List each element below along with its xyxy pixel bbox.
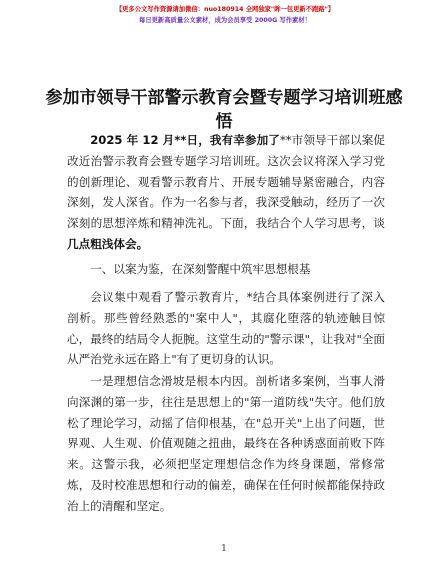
intro-tail: 几点粗浅体会。 xyxy=(67,236,149,251)
intro-lead: 2025 年 12 月**日，我有幸参加了 xyxy=(90,133,280,147)
intro-body: **市领导干部以案促改近治警示教育会暨专题学习培训班。这次会议将深入学习党的创新理论、观看警示教育片、开展专题辅导紧密融合，内容深刻，发人深省。作为一名参与者，我深受触动，经历了一次深刻的思想淬炼和精神洗礼。下面，我结合个人学习思考，谈 xyxy=(67,133,385,231)
intro-paragraph xyxy=(67,130,385,255)
page-number: 1 xyxy=(221,544,227,554)
paragraph-3: 一是理想信念滑坡是根本内因。剖析诸多案例，当事人滑向深渊的第一步，往往是思想上的"第一道防线"失守。他们放松了理论学习，动摇了信仰根基，在"总开关"上出了问题，世界观、人生观、价值观随之扭曲，最终在各种诱惑面前败下阵来。这警示我，必须把坚定理想信念作为终身课题，常修常炼，及时校准思想和行动的偏差，确保在任何时候都能保持政治上的清醒和坚定。 xyxy=(67,374,385,513)
document-title: 参加市领导干部警示教育会暨专题学习培训班感悟 xyxy=(45,88,403,132)
paragraph-2: 会议集中观看了警示教育片，*结合具体案例进行了深入剖析。那些曾经熟悉的"案中人"，其腐化堕落的轨迹触目惊心，最终的结局令人扼腕。这堂生动的"警示课"，让我对"全面从严治党永远在路上"有了更切身的认识。 xyxy=(67,290,385,367)
section-heading-1: 一、以案为鉴，在深刻警醒中筑牢思想根基 xyxy=(90,262,311,276)
promo-banner-line-2: 每日更新高质量公文素材，成为会员享受 2000G 写作素材！ xyxy=(139,17,311,24)
promo-banner-line-1: 【更多公文写作资源请加微信：nuo180914 全网独家"眸一包更新不跑路"】 xyxy=(115,6,335,13)
